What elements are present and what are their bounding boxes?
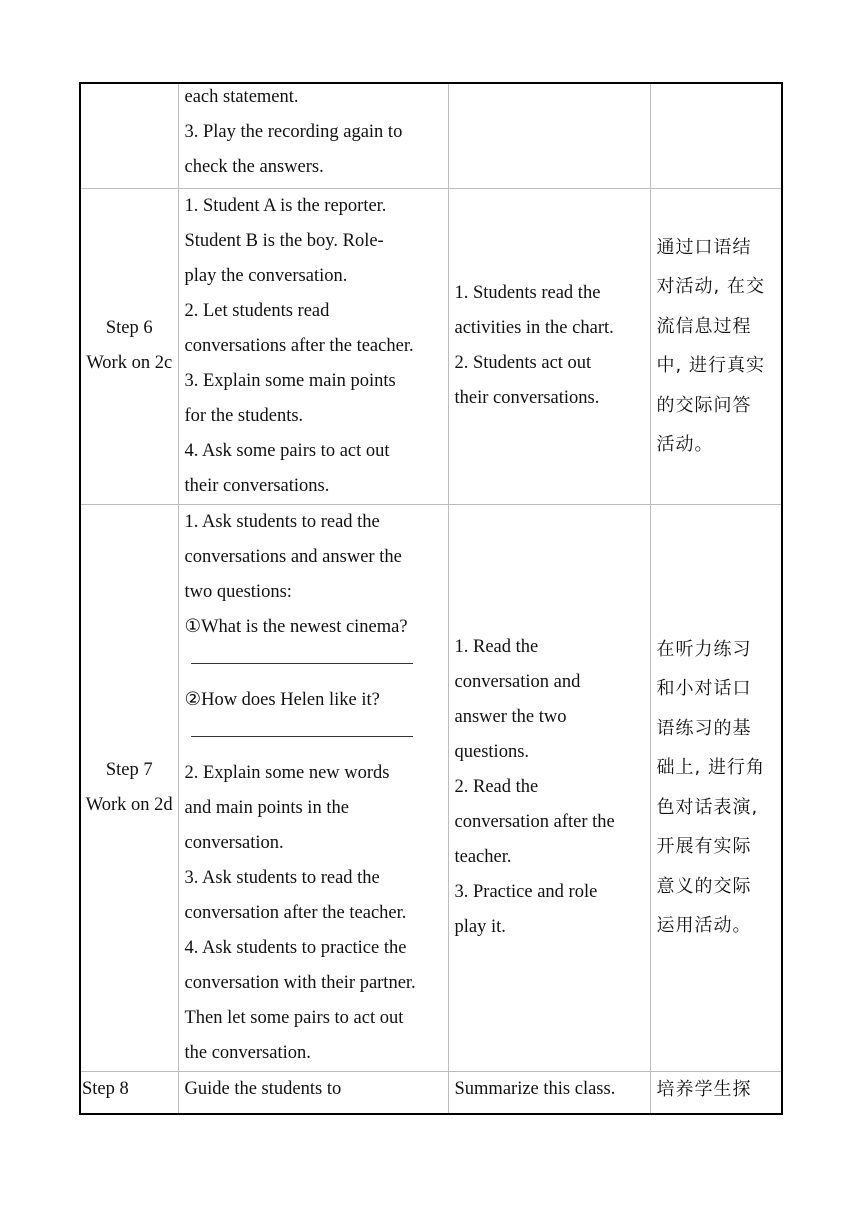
table-row bbox=[80, 1071, 782, 1114]
text-line: 3. Play the recording again to bbox=[184, 122, 403, 142]
student-activity-cell bbox=[448, 504, 650, 1071]
student-activity-cell bbox=[448, 1071, 650, 1114]
table-row bbox=[80, 504, 782, 1071]
text-line: Guide the students to bbox=[184, 1078, 342, 1099]
text-line: 3. Practice and role bbox=[454, 882, 598, 902]
text-line: 意义的交际 bbox=[656, 875, 752, 897]
text-line: 3. Ask students to read the bbox=[184, 867, 380, 888]
table-row bbox=[80, 188, 782, 504]
step-number: Step 6 bbox=[105, 318, 153, 338]
text-line: conversations and answer the bbox=[184, 546, 402, 567]
text-line: 2. Students act out bbox=[454, 353, 592, 373]
text-line: 对活动, 在交 bbox=[656, 276, 765, 297]
text-line: their conversations. bbox=[184, 475, 330, 496]
text-line: 开展有实际 bbox=[656, 836, 752, 857]
answer-blank-1 bbox=[185, 645, 444, 683]
text-line: conversation after the teacher. bbox=[184, 902, 407, 923]
text-line: 培养学生探 bbox=[656, 1078, 752, 1100]
text-line: and main points in the bbox=[184, 797, 349, 818]
text-line: 流信息过程 bbox=[656, 315, 752, 337]
text-line: Summarize this class. bbox=[454, 1078, 616, 1099]
text-line: play the conversation. bbox=[184, 265, 348, 286]
text-line: conversations after the teacher. bbox=[184, 335, 414, 356]
text-line: 1. Students read the bbox=[454, 283, 601, 303]
step-cell bbox=[80, 504, 178, 1071]
text-line: their conversations. bbox=[454, 388, 600, 408]
text-line: questions. bbox=[454, 742, 530, 762]
step-number: Step 8 bbox=[82, 1078, 129, 1099]
text-line: two questions: bbox=[184, 581, 292, 602]
text-line: 础上, 进行角 bbox=[656, 757, 765, 778]
step-number: Step 7 bbox=[105, 759, 153, 780]
text-line: 活动。 bbox=[656, 434, 714, 455]
text-line: conversation with their partner. bbox=[184, 972, 416, 993]
text-line: 2. Explain some new words bbox=[184, 762, 390, 783]
text-line: 语练习的基 bbox=[656, 717, 752, 739]
answer-blank-2 bbox=[185, 718, 444, 756]
step-cell bbox=[80, 83, 178, 188]
text-line: for the students. bbox=[184, 405, 304, 426]
text-line: conversation. bbox=[184, 832, 284, 853]
text-line: play it. bbox=[454, 917, 506, 937]
question-2: ②How does Helen like it? bbox=[184, 689, 380, 710]
text-line: 3. Explain some main points bbox=[184, 370, 396, 391]
text-line: the conversation. bbox=[184, 1042, 311, 1063]
text-line: 的交际问答 bbox=[656, 394, 752, 416]
text-line: teacher. bbox=[454, 847, 512, 867]
student-activity-cell bbox=[448, 188, 650, 504]
teacher-activity-cell bbox=[178, 1071, 448, 1114]
step-cell bbox=[80, 188, 178, 504]
teacher-activity-cell bbox=[178, 504, 448, 1071]
text-line: 通过口语结 bbox=[656, 236, 752, 258]
teacher-activity-cell bbox=[178, 83, 448, 188]
purpose-cell bbox=[650, 1071, 782, 1114]
student-activity-cell bbox=[448, 83, 650, 188]
text-line: 2. Let students read bbox=[184, 300, 330, 321]
text-line: 4. Ask some pairs to act out bbox=[184, 440, 390, 461]
text-line: 1. Read the bbox=[454, 637, 539, 657]
text-line: activities in the chart. bbox=[454, 318, 614, 338]
text-line: 色对话表演, bbox=[656, 796, 759, 818]
text-line: 1. Student A is the reporter. bbox=[184, 195, 387, 216]
text-line: 1. Ask students to read the bbox=[184, 511, 380, 532]
text-line: conversation and bbox=[454, 672, 581, 692]
purpose-cell bbox=[650, 188, 782, 504]
purpose-cell bbox=[650, 504, 782, 1071]
step-task: Work on 2d bbox=[85, 794, 173, 815]
step-task: Work on 2c bbox=[86, 353, 173, 373]
text-line: 2. Read the bbox=[454, 777, 539, 797]
text-line: 在听力练习 bbox=[656, 638, 752, 660]
purpose-cell bbox=[650, 83, 782, 188]
text-line: answer the two bbox=[454, 707, 567, 727]
text-line: Student B is the boy. Role- bbox=[184, 230, 384, 251]
text-line: 运用活动。 bbox=[656, 915, 752, 936]
lesson-plan-table bbox=[79, 82, 783, 1115]
question-1: ①What is the newest cinema? bbox=[184, 616, 408, 637]
text-line: 中, 进行真实 bbox=[656, 355, 765, 376]
text-line: each statement. bbox=[184, 87, 299, 107]
step-cell bbox=[80, 1071, 178, 1114]
text-line: check the answers. bbox=[184, 157, 324, 177]
teacher-activity-cell bbox=[178, 188, 448, 504]
text-line: conversation after the bbox=[454, 812, 615, 832]
text-line: 和小对话口 bbox=[656, 678, 752, 699]
text-line: Then let some pairs to act out bbox=[184, 1007, 404, 1028]
text-line: 4. Ask students to practice the bbox=[184, 937, 407, 958]
table-row bbox=[80, 83, 782, 188]
